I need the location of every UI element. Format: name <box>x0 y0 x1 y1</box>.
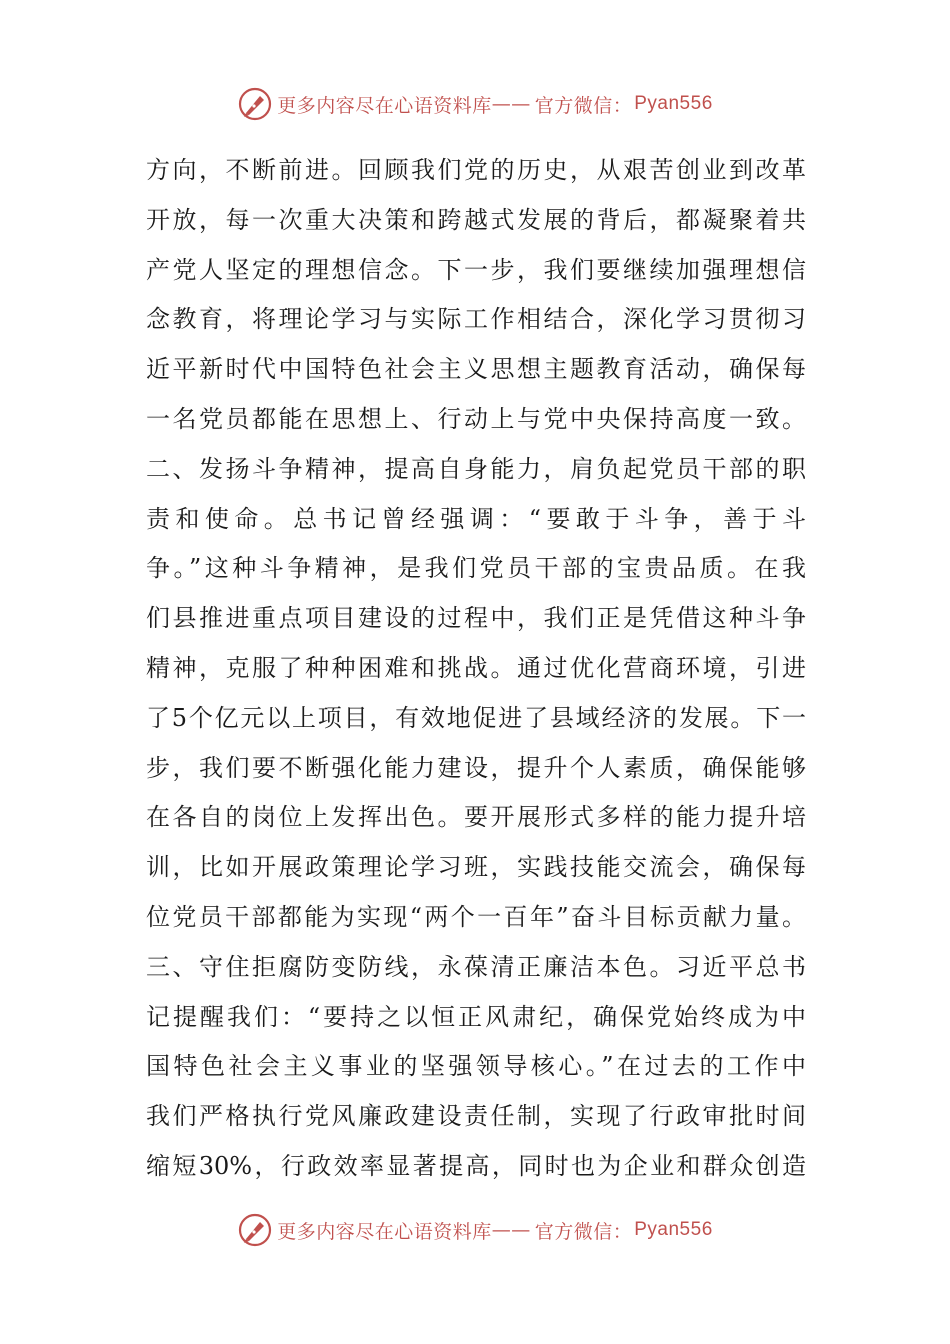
body-line: 近平新时代中国特色社会主义思想主题教育活动，确保每 <box>146 355 806 384</box>
pen-nib-logo-icon <box>237 1212 273 1248</box>
footer-wechat-label: 官方微信： <box>534 1220 633 1243</box>
footer-dash: —— <box>491 1219 531 1241</box>
body-line: 方向，不断前进。回顾我们党的历史，从艰苦创业到改革 <box>146 156 806 184</box>
body-line: 我们严格执行党风廉政建设责任制，实现了行政审批时间 <box>146 1102 806 1131</box>
header-dash: —— <box>491 93 531 115</box>
body-line: 在各自的岗位上发挥出色。要开展形式多样的能力提升培 <box>146 803 806 832</box>
body-line: 记提醒我们：“要持之以恒正风肃纪，确保党始终成为中 <box>146 1002 806 1031</box>
body-line: 开放，每一次重大决策和跨越式发展的背后，都凝聚着共 <box>146 205 806 234</box>
footer-wechat-id: Pyan556 <box>634 1219 713 1240</box>
header-banner <box>0 82 950 126</box>
body-line: 了5个亿元以上项目，有效地促进了县域经济的发展。下一 <box>146 703 806 732</box>
body-line: 们县推进重点项目建设的过程中，我们正是凭借这种斗争 <box>146 604 806 633</box>
body-line: 念教育，将理论学习与实际工作相结合，深化学习贯彻习 <box>146 305 806 334</box>
body-line: 精神，克服了种种困难和挑战。通过优化营商环境，引进 <box>146 653 806 682</box>
header-wechat-id: Pyan556 <box>634 93 713 114</box>
body-line: 步，我们要不断强化能力建设，提升个人素质，确保能够 <box>146 753 806 782</box>
body-line: 训，比如开展政策理论学习班，实践技能交流会，确保每 <box>146 853 806 882</box>
body-line: 三、守住拒腐防变防线，永葆清正廉洁本色。习近平总书 <box>146 952 806 981</box>
body-line: 缩短30%，行政效率显著提高，同时也为企业和群众创造 <box>146 1151 806 1180</box>
footer-banner <box>0 1208 950 1252</box>
header-site-text: 更多内容尽在心语资料库 <box>277 94 492 117</box>
body-line: 二、发扬斗争精神，提高自身能力，肩负起党员干部的职 <box>146 454 806 483</box>
footer-site-text: 更多内容尽在心语资料库 <box>277 1220 492 1243</box>
body-line: 争。”这种斗争精神，是我们党员干部的宝贵品质。在我 <box>146 554 806 583</box>
header-wechat-label: 官方微信： <box>534 94 633 117</box>
document-body <box>146 146 806 1192</box>
body-line: 国特色社会主义事业的坚强领导核心。”在过去的工作中 <box>146 1052 806 1081</box>
body-line: 产党人坚定的理想信念。下一步，我们要继续加强理想信 <box>146 255 806 284</box>
body-line: 责和使命。总书记曾经强调：“要敢于斗争，善于斗 <box>146 504 806 533</box>
body-line: 位党员干部都能为实现“两个一百年”奋斗目标贡献力量。 <box>146 902 806 931</box>
pen-nib-logo-icon <box>237 86 273 122</box>
body-line: 一名党员都能在思想上、行动上与党中央保持高度一致。 <box>146 404 806 433</box>
